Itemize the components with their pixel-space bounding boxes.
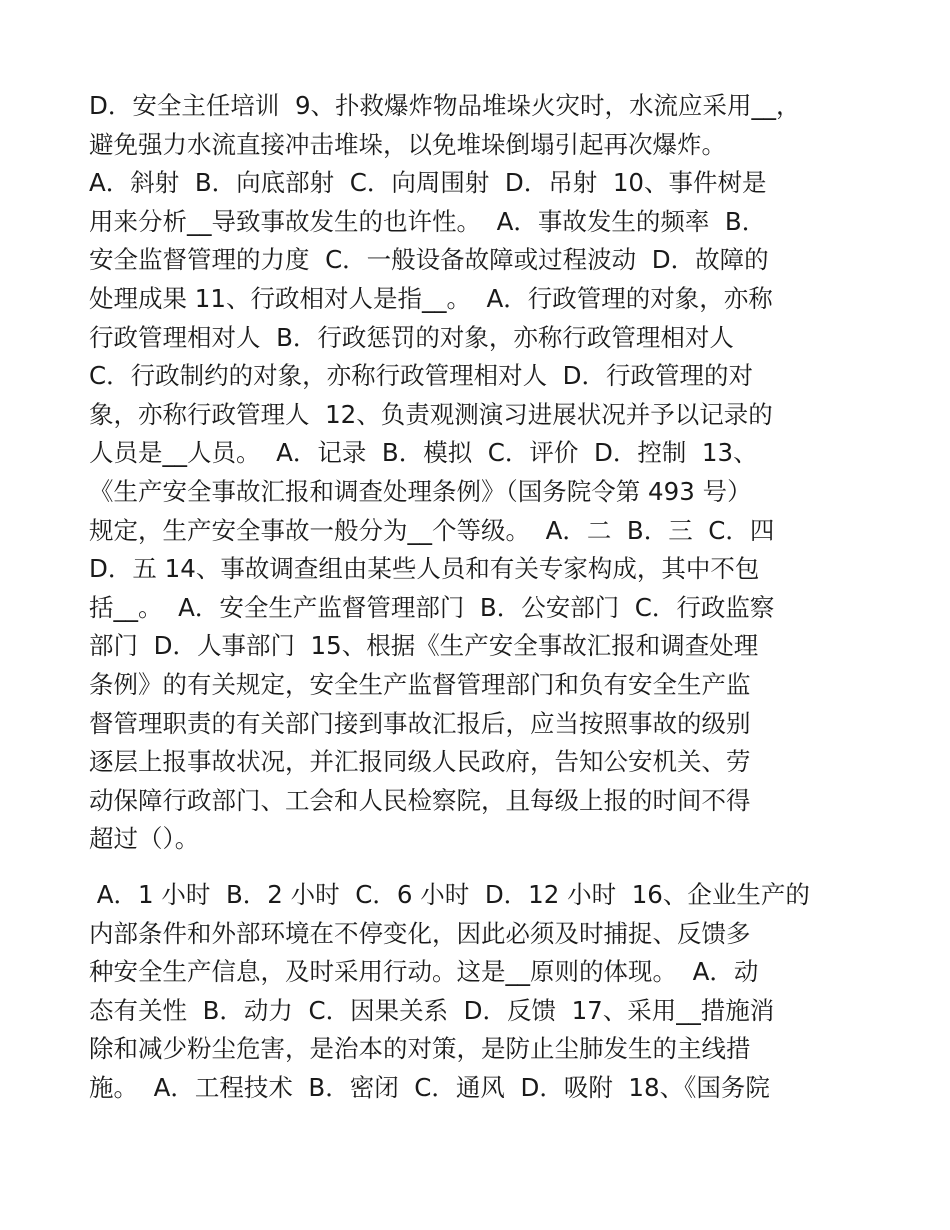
text-line: A．斜射 B．向底部射 C．向周围射 D．吊射 10、事件树是	[89, 168, 767, 198]
text-line: 超过（）。	[89, 824, 200, 854]
text-line: 种安全生产信息，及时采用行动。这是__原则的体现。 A．动	[89, 957, 759, 987]
text-line: D．五 14、事故调查组由某些人员和有关专家构成，其中不包	[89, 554, 760, 584]
text-line: 条例》的有关规定，安全生产监督管理部门和负有安全生产监	[89, 669, 751, 699]
text-line: A．1 小时 B．2 小时 C．6 小时 D．12 小时 16、企业生产的	[89, 880, 810, 909]
text-line: 部门 D．人事部门 15、根据《生产安全事故汇报和调查处理	[89, 631, 759, 661]
text-line: 避免强力水流直接冲击堆垛，以免堆垛倒塌引起再次爆炸。	[89, 129, 726, 159]
paragraph-2	[89, 876, 869, 1108]
text-line: 规定，生产安全事故一般分为__个等级。 A．二 B．三 C．四	[89, 515, 775, 545]
text-line: 动保障行政部门、工会和人民检察院，且每级上报的时间不得	[89, 785, 751, 815]
text-line: 内部条件和外部环境在不停变化，因此必须及时捕捉、反馈多	[89, 918, 751, 948]
text-line: 安全监督管理的力度 C．一般设备故障或过程波动 D．故障的	[89, 245, 769, 275]
paragraph-1	[89, 87, 869, 859]
text-line: 行政管理相对人 B．行政惩罚的对象，亦称行政管理相对人	[89, 322, 734, 352]
text-line: 人员是__人员。 A．记录 B．模拟 C．评价 D．控制 13、	[89, 438, 758, 468]
text-line: 态有关性 B．动力 C．因果关系 D．反馈 17、采用__措施消	[89, 995, 775, 1025]
text-line: 处理成果 11、行政相对人是指__。 A．行政管理的对象，亦称	[89, 283, 773, 313]
text-line: D．安全主任培训 9、扑救爆炸物品堆垛火灾时，水流应采用__，	[89, 91, 801, 120]
text-line: 逐层上报事故状况，并汇报同级人民政府，告知公安机关、劳	[89, 747, 751, 777]
text-line: 施。 A．工程技术 B．密闭 C．通风 D．吸附 18、《国务院	[89, 1072, 770, 1102]
text-line: 除和减少粉尘危害，是治本的对策，是防止尘肺发生的主线措	[89, 1034, 751, 1064]
text-line: 用来分析__导致事故发生的也许性。 A．事故发生的频率 B．	[89, 206, 767, 236]
text-line: 《生产安全事故汇报和调查处理条例》（国务院令第 493 号）	[89, 476, 752, 506]
text-line: 括__。 A．安全生产监督管理部门 B．公安部门 C．行政监察	[89, 592, 775, 622]
text-line: C．行政制约的对象，亦称行政管理相对人 D．行政管理的对	[89, 361, 754, 391]
text-line: 督管理职责的有关部门接到事故汇报后，应当按照事故的级别	[89, 708, 751, 738]
text-line: 象，亦称行政管理人 12、负责观测演习进展状况并予以记录的	[89, 399, 773, 429]
